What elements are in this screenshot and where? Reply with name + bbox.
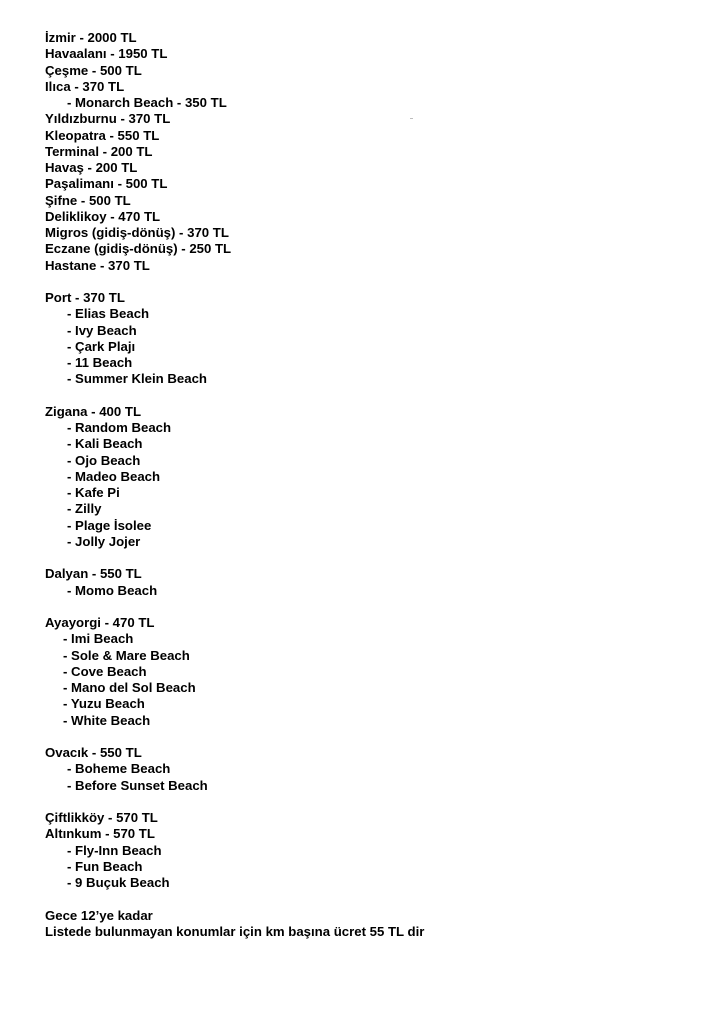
sub-line-zigana: - Kali Beach	[67, 436, 143, 452]
sub-line-port: - Summer Klein Beach	[67, 371, 207, 387]
section-title-ayayorgi: Ayayorgi - 470 TL	[45, 615, 155, 630]
sub-line-zigana: - Plage İsolee	[67, 517, 152, 533]
sub-line-ovacik: - Boheme Beach	[67, 761, 171, 777]
spacer	[45, 274, 685, 290]
section-title-ovacik: Ovacık - 550 TL	[45, 745, 142, 760]
sub-line-port: - Ivy Beach	[67, 322, 137, 338]
sub-line-altinkum: - Fly-Inn Beach	[67, 842, 162, 858]
sub-line-ovacik: - Before Sunset Beach	[67, 777, 208, 793]
sub-line-zigana: - Ojo Beach	[67, 452, 141, 468]
sub-line-zigana: - Kafe Pi	[67, 485, 120, 500]
price-line-eczane: Eczane (gidiş-dönüş) - 250 TL	[45, 241, 232, 257]
price-line-yildizburnu: Yıldızburnu - 370 TL	[45, 111, 171, 127]
price-line-havas: Havaş - 200 TL	[45, 160, 138, 175]
spacer	[45, 729, 685, 745]
price-line-kleopatra: Kleopatra - 550 TL	[45, 127, 160, 143]
sub-line-port: - Elias Beach	[67, 306, 150, 322]
sub-line-ayayorgi: - Yuzu Beach	[63, 696, 145, 712]
price-line-hastane: Hastane - 370 TL	[45, 257, 150, 273]
price-list-document	[45, 30, 685, 940]
sub-line-dalyan: - Momo Beach	[67, 582, 158, 598]
sub-line-ayayorgi: - Cove Beach	[63, 663, 147, 679]
sub-line-altinkum: - Fun Beach	[67, 858, 143, 874]
price-line-migros: Migros (gidiş-dönüş) - 370 TL	[45, 225, 229, 240]
sub-line-zigana: - Jolly Jojer	[67, 533, 141, 549]
price-line-havaalani: Havaalanı - 1950 TL	[45, 46, 168, 62]
section-title-altinkum: Altınkum - 570 TL	[45, 826, 155, 842]
sub-line-ayayorgi: - Imi Beach	[63, 631, 134, 647]
price-line-pasalimani: Paşalimanı - 500 TL	[45, 176, 168, 192]
sub-line-ayayorgi: - Sole & Mare Beach	[63, 647, 190, 663]
sub-line-port: - 11 Beach	[67, 355, 133, 370]
spacer	[45, 599, 685, 615]
spacer	[45, 794, 685, 810]
sub-line-altinkum: - 9 Buçuk Beach	[67, 875, 170, 890]
sub-line-monarch-beach: - Monarch Beach - 350 TL	[67, 95, 227, 110]
note-hours: Gece 12’ye kadar	[45, 907, 153, 923]
price-line-deliklikoy: Deliklikoy - 470 TL	[45, 208, 161, 224]
spacer	[45, 388, 685, 404]
price-line-ilica: Ilıca - 370 TL	[45, 78, 125, 94]
sub-line-ayayorgi: - White Beach	[63, 712, 151, 728]
sub-line-zigana: - Random Beach	[67, 420, 172, 435]
section-title-ciftlikkoy: Çiftlikköy - 570 TL	[45, 810, 158, 825]
sub-line-port: - Çark Plajı	[67, 338, 136, 354]
sub-line-zigana: - Zilly	[67, 501, 102, 517]
section-title-port: Port - 370 TL	[45, 290, 125, 305]
note-per-km-fee: Listede bulunmayan konumlar için km başına ücret 55 TL dir	[45, 923, 425, 939]
price-line-izmir: İzmir - 2000 TL	[45, 30, 137, 45]
sub-line-ayayorgi: - Mano del Sol Beach	[63, 680, 196, 695]
price-line-cesme: Çeşme - 500 TL	[45, 62, 142, 78]
price-line-terminal: Terminal - 200 TL	[45, 143, 153, 159]
section-title-dalyan: Dalyan - 550 TL	[45, 566, 142, 582]
spacer	[45, 550, 685, 566]
price-line-sifne: Şifne - 500 TL	[45, 192, 131, 208]
sub-line-zigana: - Madeo Beach	[67, 468, 161, 484]
spacer	[45, 891, 685, 907]
section-title-zigana: Zigana - 400 TL	[45, 403, 141, 419]
